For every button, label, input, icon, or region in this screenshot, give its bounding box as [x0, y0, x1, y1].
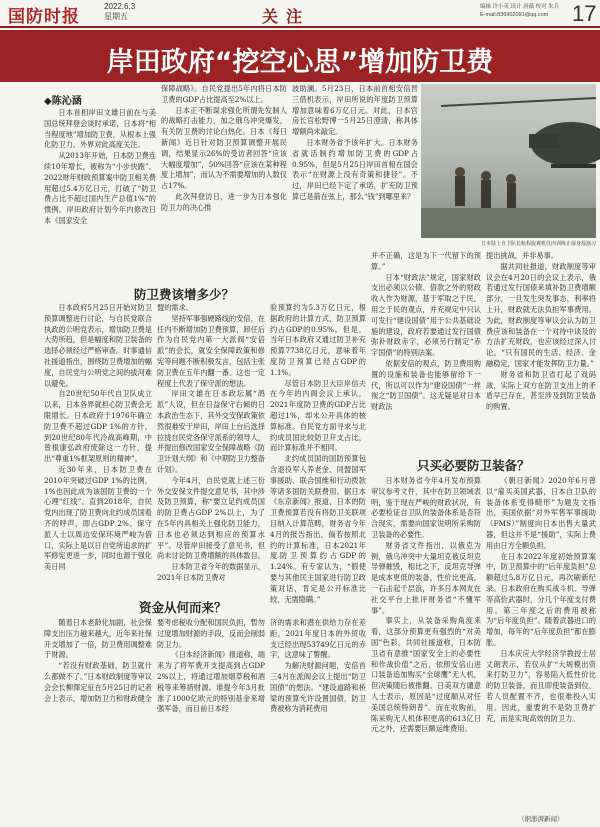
- paragraph: 为解决财源问题，安倍首三4月在派阀会议上提出“防卫国债”的想法。“建设道路和桥梁的预算允许设置国债，防卫费被称为消耗费用: [270, 661, 366, 714]
- section1-column-3: [270, 303, 366, 604]
- paragraph: 自20世纪50年代自卫队成立以来，日本各界就担心防卫费会无限增长。日本政府于1976年确立防卫费不超过GDP 1%的方针，到20世纪80年代冷战高峰期，中曾根康弘政府废除这一方针，提出“尊重1%框架原则的精神”。: [44, 389, 152, 464]
- subheading-funding-source: 资金从何而来？: [139, 600, 227, 615]
- paragraph: 日本财务省予该年扩大。日本财务省就活制约增加防卫费的GDP占0.95%，但是5月25日岸田首相在国会表示“在财源上没有奇策和捷径”。不过，岸田已经下定了承诺，扩充防卫预算已是箭在弦上，那么“钱”到哪里来？: [292, 137, 418, 201]
- section2-column-1: [371, 476, 481, 810]
- section1-column-1: [44, 303, 152, 593]
- issue-date-block: [104, 2, 135, 22]
- section-label: 关注: [262, 7, 311, 26]
- helicopter-photo: [421, 84, 596, 238]
- paragraph: 依据安倍的观点，防卫费用购置的设施和装备也能够留给下一代，所以可以作为“建设国债”一样视之“防卫国债”。这无疑是对日本财政法: [371, 358, 481, 412]
- paragraph: 济的需求和潜在供给力存在差距，2021年度日本的外贸收支已经出现53749亿日元的赤字，这意味了警醒。: [270, 618, 366, 660]
- paragraph: 验预算约为5.3万亿日元，根据政府的计算方式，防卫预算约占GDP的0.95%。但是，当年日本政府又通过防卫补充预算7738亿日元，意味着年度防卫预算已经占GDP的1.1%。: [270, 303, 366, 377]
- paragraph: 此次拜登访日，进一步为日本强化防卫力的决心推: [161, 191, 287, 212]
- paragraph: 保障战略》。自民党提出5年内将日本防卫费的GDP占比提高至2%以上。: [161, 84, 287, 104]
- paragraph: 今年4月，自民党就上述三份外交安保文件提交意见书，其中涉及防卫预算，称“要立足约成员国的防卫费占GDP 2%以上，为了在5年内具相关上强化防卫能力，日本也必须达到相应的预算水平”。尽管岸田接受了意见书，但尚未讨论防卫费增额的具体数目。: [157, 475, 265, 561]
- section2-column-2: [486, 476, 596, 810]
- paragraph: 日本庆应大学经济学教授土居丈朗表示，若仅从扩“大规模出资来打防卫力”，容易陷入低性价比的防卫装备，而且即使装备到位，若人员配置不齐，也很难投入实用。因此，重要的不是防卫费扩充，而是实现高效的防卫力。: [486, 648, 596, 723]
- paragraph: 日本正不断谋求强化所谓先发制人的战略打击能力，加之俄乌冲突爆发，有关防卫费的讨论白热化。日本《每日新闻》近日针对防卫预算调整开展民调，结果显示26%的受访者回答“应该大幅度增加”，50%回答“应该在某种程度上增加”，而认为不需要增加的人数仅占17%。: [161, 105, 287, 191]
- paragraph: 提出挑战，并非易事。: [486, 251, 558, 260]
- page-number: 17: [572, 1, 597, 26]
- paragraph: 《日本经济新闻》报道称，端来为了将军费开支提高到占GDP 2%以上，将通过增加烟草税和酒税等来筹措财源。谁提今年3月批准了1000亿欧元的特别基金来增强军备，而目前日本经: [157, 650, 265, 714]
- article-column-1-top: [44, 108, 156, 280]
- paragraph: 财务省文件指出，以俄克为例，俄乌冲突中大量坦克被反坦克导弹摧毁，相比之下，反坦克导弹是成本更低的装备，性价比更高。一石击起千层浪，许多日本网友在社交平台上批评财务省“不懂军事”。: [371, 540, 481, 615]
- page-header: [0, 0, 600, 28]
- paragraph: 北约成员国的国防预算包含退役军人养老金、同盟国军事援助、联合国维和行动拨款等诸多国防关联费用。据日本《东京新闻》报道，日本的防卫费预算若没有将防卫关联项目纳入计算范畴，财务省今年4月的报告指出，倘若按照北约的计算标准，日本2021年度防卫预算约占GDP的1.24%。有专家认为，“假使要与其他民主国家进行防卫政策对话，肯定是公开标准比较，无需隐瞒。”: [270, 454, 366, 604]
- issue-weekday: 星期五: [104, 12, 128, 21]
- article-column-2-top: [161, 84, 287, 280]
- editor-credits: 编辑 许小英 设计 唐薇 校对 朱兵: [480, 4, 560, 10]
- subheading-defense-budget-size: 防卫费该增多少？: [134, 287, 235, 302]
- newspaper-logo: 国防时报: [8, 7, 80, 27]
- paragraph: 据共同社报道，财政制度等审议会在4月20日的会议上表示，俄若通过发行国债来填补防卫费增额部分，一旦发生突发事态，利率将上升，财政就无法负担军事费用。为此，财政制度等审议会认为防卫费应该和装备在一个对待中谈及的方法扩充财政，也应该经过深入讨论。“只有国民的生活、经济、金融稳定，国家才能发挥防卫力量。”: [486, 261, 596, 368]
- paragraph: 事实上，从装备采购角度来看，这部分预算更有强烈的“对美国”色彩。共同社援道称，日本防卫省有意推“国家安全上的必要性和作战价值”之后，依照安倍山进口装备追加购买“全球鹰”无人机，但决策随后被推翻。日美双方谴意人士表示，原因是“过度顺从对任美国总统特朗普”。而在收购前，陈采购无人机体积更高的613亿日元之外，还需要巨额运维费用。: [371, 616, 481, 734]
- editor-info: [480, 3, 568, 19]
- issue-date: 2022.6.3: [104, 2, 136, 11]
- article-column-right-b: [486, 251, 596, 451]
- headline: 岸田政府“挖空心思”增加防卫费: [106, 47, 494, 78]
- byline: ◆陈沁涵: [44, 96, 82, 107]
- paragraph: 日本政府5月25日开始对防卫预算调整进行讨论，与自民党联合执政的公明党表示，增加防卫费是大势所趋，但是幅度和防卫装备的选择必须经过严格审查。时事通信社援道指出，围绕防卫费增加的幅度，自民党与公明党之间的拔河难以避免。: [44, 303, 152, 388]
- photo-caption: 日本陆上自卫队长航程旋翼机往内训练止保身投演习: [480, 241, 596, 247]
- subheading-equipment-purchase: 只买必要防卫装备？: [417, 458, 530, 473]
- section1-column-2: [157, 303, 265, 593]
- paragraph: 在日本2022年度初始预算案中，防卫预算中的“后年度负担”总额超过5.8万亿日元，再次刷新纪录。日本政府在购买战斗机、导弹等高价武器时，分几个年度支付费用。第三年度之后的费用被称为“后年度负担”。随着武器进口的增加，每年的“后年度负担”都在膨胀。: [486, 551, 596, 647]
- paragraph: 日本财务省今年4月发布预算审议参考文件，其中在防卫领域表明，鉴于现在严峻的财政状况，有必要检证自卫队的装备体系是否符合现实，需要向国家说明所采购防卫装备的必要性。: [371, 476, 481, 539]
- source-credit: （据澎湃新闻）: [518, 815, 564, 823]
- paragraph: 近30年来，日本防卫费在2010年突破过GDP 1%的比例，1%也因此成为该国防卫费的一个心理“红线”。直到2018年，自民党内出现了防卫费向北约成员国看齐的呼声，即占GDP 2%。保守派人士以周边安保环境严峻为借口，实际上是以日自党所追求的扩军修宪更进一步，同时也源于强化美日同: [44, 464, 152, 572]
- paragraph: 日本首相岸田文雄日前在与美国总统拜登会谈时承诺，日本将“相当程度地”增加防卫费，从根本上强化防卫力。外界对此高度关注。: [44, 108, 156, 150]
- section3-column-3: [270, 618, 366, 823]
- helicopter-illustration: [421, 84, 596, 238]
- section3-column-1: [44, 618, 152, 823]
- paragraph: 岸田文雄在日本政坛属“鸽派”人设，但在日益保守右倾的日本政治生态下，其外交安保政策依然很难安于岸田，岸田上台后选择拉拢自民党各保守派系的领导人，并提出修改国家安全保障战略《防卫计划大纲》和《中期防卫力整备计划》。: [157, 389, 265, 474]
- paragraph: 随着日本老龄化加剧，社会保障支出压力越来越大，近年来社保开支增加了一倍，防卫费用调整难于财源。: [44, 618, 152, 660]
- paragraph: 盟的需求。: [157, 303, 193, 312]
- paragraph: 波助澜。5月23日，日本前首相安倍晋三借机表示，岸田所说的年度防卫预算增加意味着6万亿日元。对此，日本官房长官松野博一5月25日澄清，称具体增额尚未敲定。: [292, 84, 418, 137]
- editor-email: E-mail:836902091@qq.com: [480, 12, 549, 18]
- paragraph: 要考虑税收分配和国民负担，暂勿过度增加财源的手段，反而会削弱防卫力。: [157, 618, 265, 649]
- section3-column-2: [157, 618, 265, 823]
- paragraph: 坚持军事强硬路线的安倍，在任内不断增加防卫费预算，卸任后作为自民党内第一大派阀“安倍派”的会长，就安全保障政策和修宪等问题不断积极发言，包括主张防卫费在五年内翻一番。这也一定程度上代表了保守派的想法。: [157, 313, 265, 388]
- paragraph: 日本“财政法”规定，国家财政支出必须以公债、借款之外的财政收入作为财源，基于军取之于民，用之于民的观点，并充规定中只认可发行“建设国债”用于公共基础设施的建设，政府若要通过发行国债弥补财政赤字，必须另行制定“赤字国债”的特别法案。: [371, 272, 481, 358]
- paragraph: 财务省和防卫省打起了戏码战，实际上双方在防卫支出上的矛盾早已存在，甚至涉及到防卫装备的购置。: [486, 369, 596, 412]
- paragraph: “若没有财政基础，防卫就什么都做不了。”日本财政制度等审议会会长柳澤定征在5月25日的记者会上表示，增加防卫力和财政健全: [44, 661, 152, 703]
- article-column-right-a: [371, 251, 481, 451]
- paragraph: 《朝日新闻》2020年6月曾以“雇买美国武器，日本自卫队的装备体系变得畸形”为题发文指出，美国依据“对外军售军事援助（FMS）”制度向日本出售大量武器，但这并不是“援助”，实际上费用由日方全额负担。: [486, 476, 596, 550]
- paragraph: 并不正确，这是为下一代留下的预算。”: [371, 251, 481, 271]
- paragraph: 尽管日本防卫大臣岸信夫在今年的内阁会议上承认，2021年度防卫费的GDP占比超过1%，却未公开具体的核算标准。自民党方面寻求与北约成员国比较防卫开支占比，而计算标准并不相同。: [270, 378, 366, 453]
- paragraph: 日本防卫省今年的数据显示，2021年日本防卫费对: [157, 562, 265, 582]
- paragraph: 从2013年开始，日本防卫费连续10年增长，被称为“小步快跑”。2022财年财政预算案中防卫相关费用超过5.4万亿日元，打破了“防卫费占比不超过国内生产总值1%”的惯例。岸田政府计划今年内修改日本《国家安全: [44, 151, 156, 225]
